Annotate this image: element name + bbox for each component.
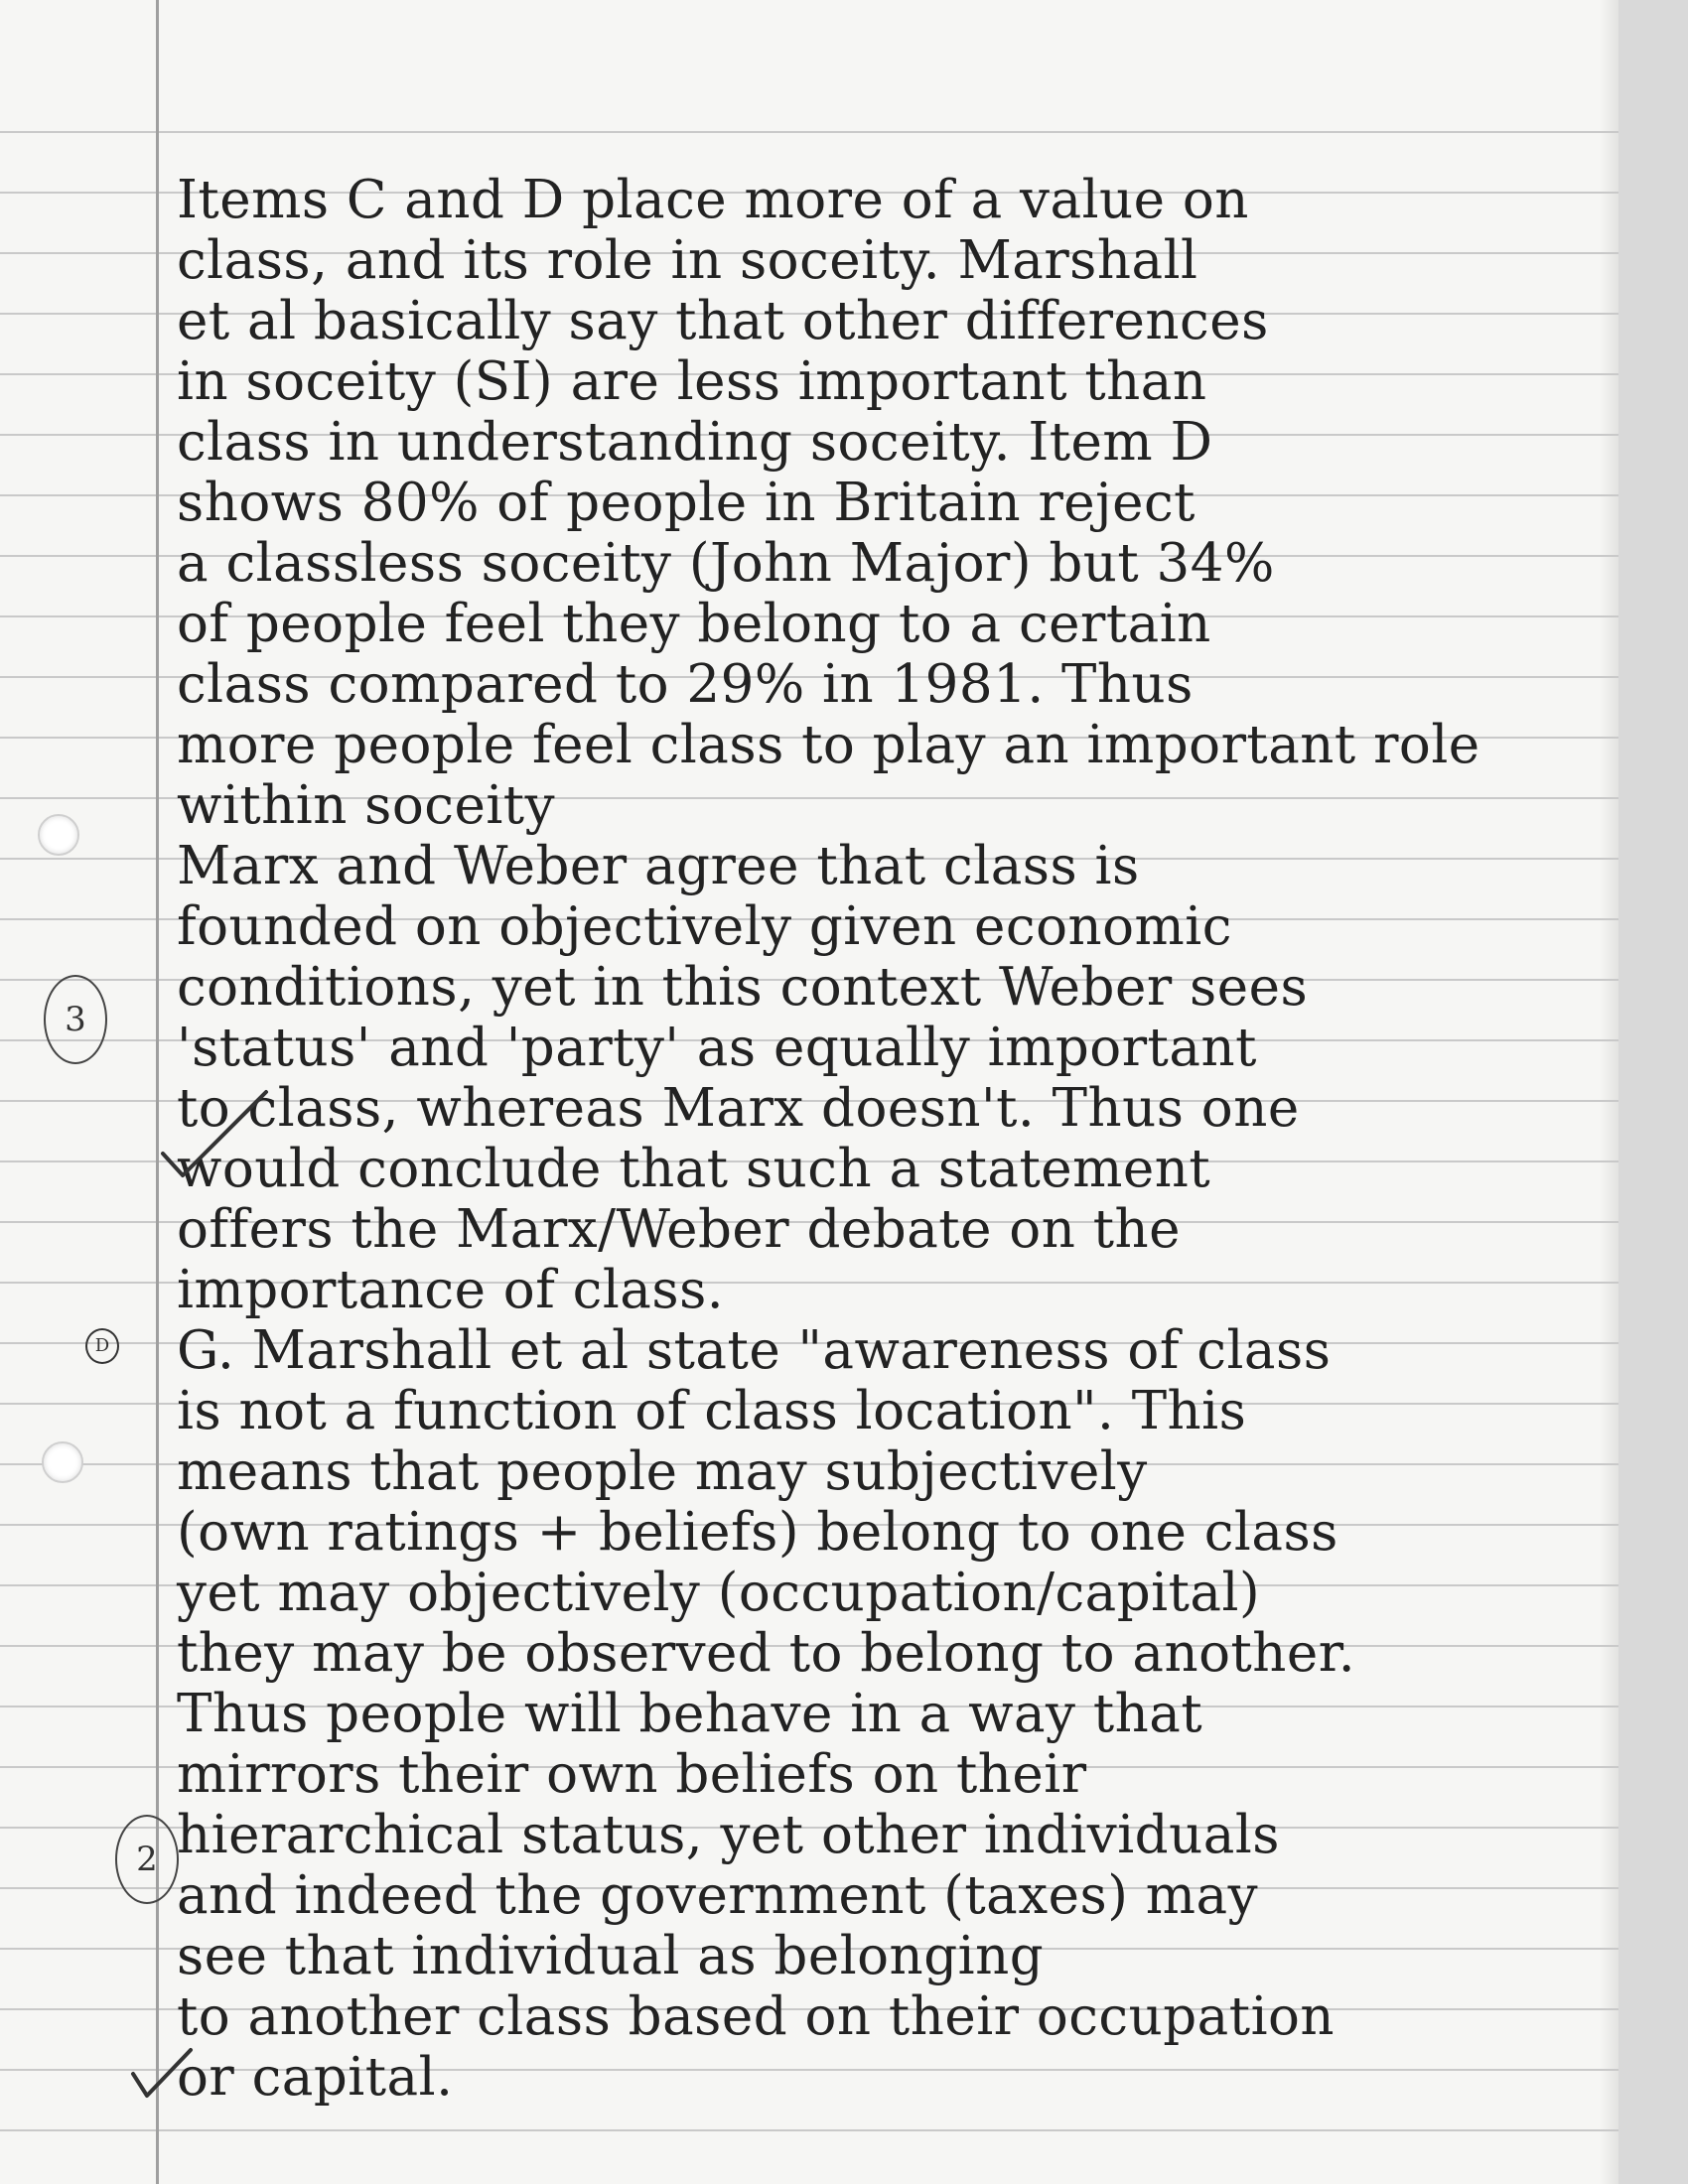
text-line-20: G. Marshall et al state "awareness of class bbox=[177, 1320, 1332, 1381]
text-line-31: to another class based on their occupation bbox=[177, 1986, 1336, 2047]
text-line-5: class in understanding soceity. Item D bbox=[177, 412, 1213, 473]
text-line-30: see that individual as belonging bbox=[177, 1926, 1045, 1986]
text-line-7: a classless soceity (John Major) but 34% bbox=[177, 533, 1275, 594]
text-line-26: Thus people will behave in a way that bbox=[177, 1684, 1203, 1744]
text-line-19: importance of class. bbox=[177, 1260, 725, 1320]
rule-line bbox=[0, 2129, 1618, 2131]
text-line-14: conditions, yet in this context Weber sees bbox=[177, 957, 1309, 1018]
text-line-9: class compared to 29% in 1981. Thus bbox=[177, 654, 1194, 715]
punch-hole-bottom bbox=[42, 1441, 83, 1483]
check-mark-icon bbox=[159, 1084, 278, 1183]
text-line-22: means that people may subjectively bbox=[177, 1441, 1148, 1502]
margin-label-d bbox=[85, 1328, 119, 1364]
rule-line bbox=[0, 131, 1618, 133]
text-line-25: they may be observed to belong to another. bbox=[177, 1623, 1356, 1684]
text-line-6: shows 80% of people in Britain reject bbox=[177, 473, 1196, 533]
text-line-28: hierarchical status, yet other individuals bbox=[177, 1805, 1280, 1865]
text-line-29: and indeed the government (taxes) may bbox=[177, 1865, 1259, 1926]
margin-score-3-text: 3 bbox=[65, 1000, 86, 1039]
text-line-24: yet may objectively (occupation/capital) bbox=[177, 1563, 1261, 1623]
punch-hole-top bbox=[38, 814, 79, 856]
text-line-12: Marx and Weber agree that class is bbox=[177, 836, 1140, 896]
text-line-16: to class, whereas Marx doesn't. Thus one bbox=[177, 1078, 1300, 1139]
text-line-13: founded on objectively given economic bbox=[177, 896, 1232, 957]
text-line-3: et al basically say that other differences bbox=[177, 291, 1269, 351]
text-line-18: offers the Marx/Weber debate on the bbox=[177, 1199, 1181, 1260]
text-line-4: in soceity (SI) are less important than bbox=[177, 351, 1207, 412]
margin-score-3 bbox=[44, 975, 107, 1064]
text-line-17: would conclude that such a statement bbox=[177, 1139, 1211, 1199]
check-mark-icon-bottom bbox=[129, 2040, 199, 2110]
text-line-21: is not a function of class location". This bbox=[177, 1381, 1247, 1441]
text-line-8: of people feel they belong to a certain bbox=[177, 594, 1211, 654]
text-line-1: Items C and D place more of a value on bbox=[177, 170, 1249, 230]
margin-score-2-text: 2 bbox=[136, 1840, 158, 1879]
text-line-10: more people feel class to play an important role bbox=[177, 715, 1480, 775]
text-line-2: class, and its role in soceity. Marshall bbox=[177, 230, 1198, 291]
text-line-32: or capital. bbox=[177, 2047, 454, 2108]
text-line-15: 'status' and 'party' as equally important bbox=[177, 1018, 1257, 1078]
page-edge-shadow bbox=[1599, 0, 1618, 2184]
text-line-23: (own ratings + beliefs) belong to one class bbox=[177, 1502, 1338, 1563]
margin-score-2 bbox=[115, 1815, 179, 1904]
text-line-11: within soceity bbox=[177, 775, 556, 836]
margin-label-d-text: D bbox=[94, 1335, 110, 1356]
text-line-27: mirrors their own beliefs on their bbox=[177, 1744, 1087, 1805]
